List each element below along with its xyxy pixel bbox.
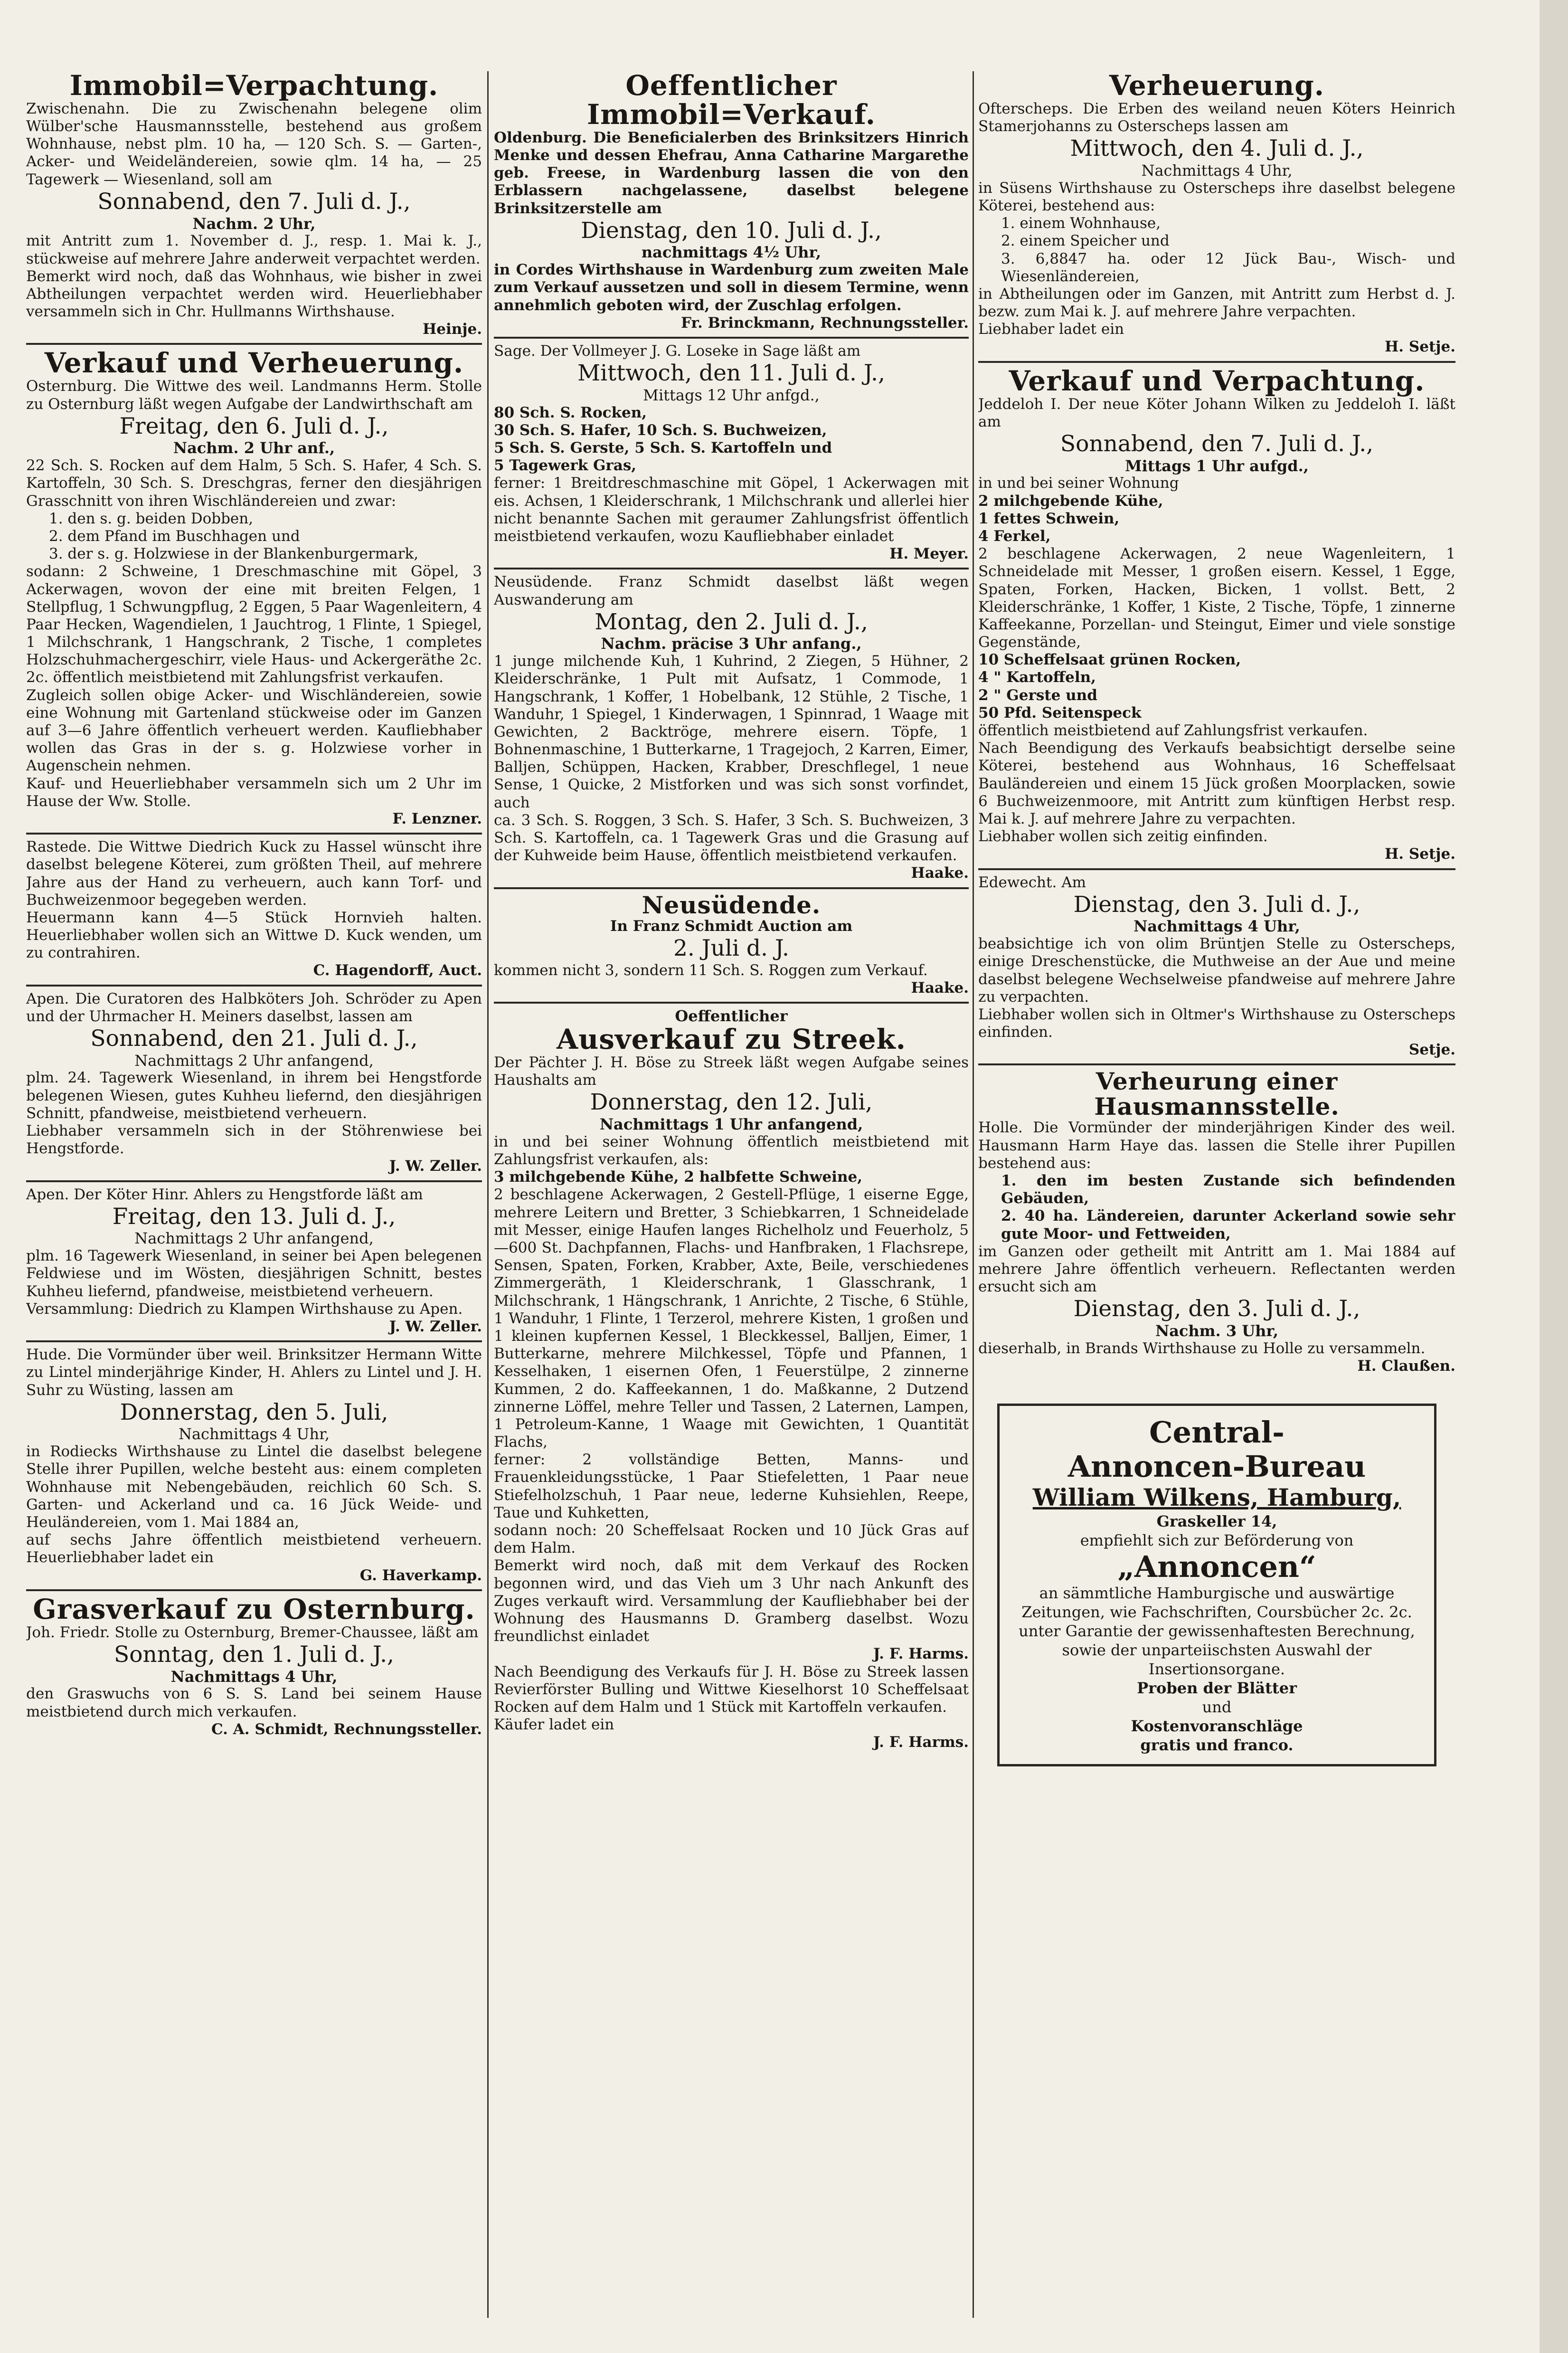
ad-sage [494, 337, 969, 563]
ad-title: Immobil=Verpachtung. [69, 71, 439, 102]
ad-body: kommen nicht 3, sondern 11 Sch. S. Roggen zum Verkauf. [494, 961, 928, 979]
ad-intro: Neusüdende. Franz Schmidt daselbst läßt wegen Auswanderung am [494, 573, 969, 608]
ad-signature: J. F. Harms. [873, 1645, 969, 1663]
ad-body: plm. 16 Tagewerk Wiesenland, in seiner bei Apen belegenen Feldwiese und im Wösten, diesjährigen Schnitt, bestes Kuhheu liefernd, pfandweise, meistbietend verheuern. [26, 1247, 482, 1300]
ad-body: 22 Sch. S. Rocken auf dem Halm, 5 Sch. S. Hafer, 4 Sch. S. Kartoffeln, 30 Sch. S. Dreschgras, ferner den diesjährigen Grasschnitt von ihren Wischländereien und zwar: [26, 457, 482, 510]
list-item: 2. dem Pfand im Buschhagen und [49, 527, 300, 545]
ad-body: in und bei seiner Wohnung öffentlich meistbietend mit Zahlungsfrist verkaufen, als: [494, 1133, 969, 1168]
ad-intro: Jeddeloh I. Der neue Köter Johann Wilken zu Jeddeloh I. läßt am [978, 395, 1455, 430]
box-text: an sämmtliche Hamburgische und auswärtige Zeitungen, wie Fachschriften, Coursbücher 2c. 2c. unter Garantie der gewissenhaftesten Berechnung, sowie der unparteiischsten Auswahl der Insertionsorgane. [1019, 1584, 1415, 1679]
ad-verheuerung [978, 71, 1455, 356]
ad-time: Mittags 12 Uhr anfgd., [643, 386, 820, 404]
ad-signature: H. Setje. [1384, 845, 1455, 863]
column-rule [487, 71, 489, 2318]
ad-signature: H. Claußen. [1357, 1357, 1455, 1375]
ad-time: Mittags 1 Uhr aufgd., [1125, 456, 1309, 475]
ad-body: öffentlich meistbietend auf Zahlungsfrist verkaufen. [978, 722, 1368, 739]
ad-date: Montag, den 2. Juli d. J., [595, 608, 868, 635]
ad-signature: C. Hagendorff, Auct. [313, 962, 482, 979]
ad-body: Heuermann kann 4—5 Stück Hornvieh halten. Heuerliebhaber wollen sich an Wittwe D. Kuck wenden, um zu contrahiren. [26, 909, 482, 962]
ad-intro: Apen. Die Curatoren des Halbköters Joh. Schröder zu Apen und der Uhrmacher H. Meiners daselbst, lassen am [26, 990, 482, 1025]
ad-body: sodann: 2 Schweine, 1 Dreschmaschine mit Göpel, 3 Ackerwagen, wovon der eine mit breiten Felgen, 1 Stellpflug, 1 Schwungpflug, 2 Eggen, 5 Paar Wagenleitern, 4 Paar Hecken, Wagendielen, 1 Jauchtrog, 1 Flinte, 1 Spiegel, 1 Milchschrank, 1 Hangschrank, 2 Tische, 1 completes Holzschuhmachergeschirr, viele Haus- und Ackergeräthe 2c. 2c. öffentlich meistbietend mit Zahlungsfrist verkaufen. [26, 563, 482, 686]
box-title: Annoncen-Bureau [1067, 1449, 1366, 1484]
ad-body: mit Antritt zum 1. November d. J., resp. 1. Mai k. J., stückweise auf mehrere Jahre anderweit verpachtet werden. [26, 232, 482, 267]
ad-body: 2 beschlagene Ackerwagen, 2 Gestell-Pflüge, 1 eiserne Egge, mehrere Leitern und Bretter, 3 Schiebkarren, 1 Schneidelade mit Messer, einige Haufen langes Richelholz und Feuerholz, 5—600 St. Dachpfannen, Flachs- und Hanfbraken, 1 Flachsrepe, Sensen, Spaten, Forken, Krabber, Axte, Beile, verschiedenes Zimmergeräth, 1 Kleiderschrank, 1 Glasschrank, 1 Milchschrank, 1 Hängschrank, 1 Anrichte, 2 Tische, 6 Stühle, 1 Wanduhr, 1 Flinte, 1 Terzerol, mehrere Kisten, 1 großen und 1 kleinen kupfernen Kessel, 1 Bleckkessel, Balljen, Eimer, 1 Butterkarne, mehrere Milchkessel, Töpfe und Pfannen, 1 Kesselhaken, 1 eisernen Ofen, 1 Feuerstülpe, 2 zinnerne Kummen, 2 do. Kaffeekannen, 1 do. Maßkanne, 2 Dutzend zinnerne Löffel, mehre Teller und Tassen, 2 Laternen, Lampen, 1 Petroleum-Kanne, 1 Waage mit Gewichten, 1 Quantität Flachs, [494, 1186, 969, 1451]
lot-line: 10 Scheffelsaat grünen Rocken, [978, 651, 1241, 669]
ad-date: Dienstag, den 3. Juli d. J., [1073, 891, 1360, 918]
ad-signature: F. Lenzner. [392, 810, 482, 827]
ad-title: Verkauf und Verpachtung. [1009, 364, 1425, 397]
lot-line: 80 Sch. S. Rocken, [494, 404, 647, 421]
ad-note: Versammlung: Diedrich zu Klampen Wirthshause zu Apen. [26, 1300, 463, 1318]
list-item: 1. einem Wohnhause, [1001, 215, 1161, 232]
ad-hausmannsstelle [978, 1063, 1455, 1375]
ad-note: Liebhaber ladet ein [978, 321, 1124, 338]
ad-intro: Apen. Der Köter Hinr. Ahlers zu Hengstforde läßt am [26, 1186, 423, 1203]
ad-intro: Der Pächter J. H. Böse zu Streek läßt wegen Aufgabe seines Haushalts am [494, 1054, 969, 1089]
lot-line: 30 Sch. S. Hafer, 10 Sch. S. Buchweizen, [494, 421, 827, 439]
ad-signature: Fr. Brinckmann, Rechnungssteller. [681, 314, 969, 332]
lot-line: 5 Sch. S. Gerste, 5 Sch. S. Kartoffeln und [494, 439, 832, 456]
lot-line: 50 Pfd. Seitenspeck [978, 704, 1142, 721]
lot-line: 4 Ferkel, [978, 527, 1051, 545]
ad-date: Mittwoch, den 11. Juli d. J., [577, 360, 885, 387]
list-item: 1. den im besten Zustande sich befindenden Gebäuden, [1001, 1172, 1455, 1207]
ad-body: Zugleich sollen obige Acker- und Wischländereien, sowie eine Wohnung mit Gartenland stückweise oder im Ganzen auf 3—6 Jahre öffentlich verheuert werden. Kaufliebhaber wollen das Gras in der s. g. Holzwiese vorher in Augenschein nehmen. [26, 686, 482, 775]
ad-body: beabsichtige ich von olim Brüntjen Stelle zu Osterscheps, einige Dreschenstücke, die Muthweise an der Aue und meine daselbst belegene Wechselweise pfandweise auf mehrere Jahre zu verpachten. [978, 935, 1455, 1006]
ad-body: den Graswuchs von 6 S. S. Land bei seinem Hause meistbietend durch mich verkaufen. [26, 1685, 482, 1720]
ad-intro: Oldenburg. Die Beneficialerben des Brinksitzers Hinrich Menke und dessen Ehefrau, Anna Catharine Margarethe geb. Freese, in Wardenburg lassen die von den Erblassern nachgelassene, daselbst belegene Brinksitzerstelle am [494, 129, 969, 217]
ad-date: 2. Juli d. J. [673, 935, 789, 962]
ad-intro: Zwischenahn. Die zu Zwischenahn belegene olim Wülber'sche Hausmannsstelle, bestehend aus großem Wohnhause, nebst plm. 10 ha, — 120 Sch. S. — Garten-, Acker- und Weideländereien, sowie qlm. 14 ha, — 25 Tagewerk — Wiesenland, soll am [26, 100, 482, 188]
ad-time: Nachm. 3 Uhr, [1155, 1322, 1279, 1340]
ad-note: Nach Beendigung des Verkaufs für J. H. Böse zu Streek lassen Revierförster Bulling und Wittwe Kieselhorst 10 Scheffelsaat Rocken auf dem Halm und 1 Stück mit Kartoffeln verkaufen. [494, 1663, 969, 1716]
ad-date: Sonnabend, den 7. Juli d. J., [97, 188, 411, 215]
ad-time: Nachm. präcise 3 Uhr anfang., [601, 635, 862, 653]
ad-title: Neusüdende. [642, 891, 821, 919]
ad-apen-2 [26, 1180, 482, 1336]
ad-neusuedende-1 [494, 568, 969, 882]
ad-signature: H. Meyer. [889, 545, 969, 563]
ad-intro: Hude. Die Vormünder über weil. Brinksitzer Hermann Witte zu Lintel minderjährige Kinder, H. Ahlers zu Lintel und J. H. Suhr zu Wüsting, lassen am [26, 1346, 482, 1399]
ad-title: Verkauf und Verheuerung. [44, 347, 464, 380]
ad-intro: Joh. Friedr. Stolle zu Osternburg, Bremer-Chaussee, läßt am [26, 1623, 479, 1641]
ad-note: Bemerkt wird noch, daß mit dem Verkauf des Rocken begonnen wird, und das Vieh um 3 Uhr nach Ankunft des Zuges verkauft wird. Versammlung der Kaufliebhaber bei der Wohnung des Hausmanns D. Gramberg daselbst. Wozu freundlichst einladet [494, 1557, 969, 1645]
ad-signature: Haake. [911, 864, 969, 882]
column-middle [494, 71, 969, 2318]
ad-title: Ausverkauf zu Streek. [557, 1023, 906, 1056]
lot-line: 2 milchgebende Kühe, [978, 492, 1163, 510]
list-item: 1. den s. g. beiden Dobben, [49, 510, 254, 527]
ad-verkauf-verpachtung [978, 361, 1455, 863]
ad-intro: Ofterscheps. Die Erben des weiland neuen Köters Heinrich Stamerjohanns zu Osterscheps lassen am [978, 100, 1455, 135]
ad-note: Liebhaber wollen sich in Oltmer's Wirthshause zu Osterscheps einfinden. [978, 1006, 1455, 1041]
ad-title: Verheuerung. [1109, 71, 1324, 102]
box-company-name: William Wilkens, Hamburg, [1032, 1483, 1401, 1511]
ad-signature: Heinje. [422, 321, 482, 338]
ad-title: Verheurung einer Hausmannsstelle. [1094, 1067, 1340, 1120]
box-address: Graskeller 14, [1156, 1512, 1277, 1530]
box-line: und [1202, 1698, 1232, 1717]
ad-body: 2 beschlagene Ackerwagen, 2 neue Wagenleitern, 1 Schneidelade mit Messer, 1 großen eisern. Kessel, 1 Egge, Spaten, Forken, Hacken, Bicken, 1 vollst. Bett, 2 Kleiderschränke, 1 Koffer, 1 Kiste, 2 Tische, Töpfe, 1 zinnerne Kaffeekanne, Porzellan- und Steingut, Eimer und viele sonstige Gegenstände, [978, 545, 1455, 651]
ad-date: Freitag, den 6. Juli d. J., [119, 413, 389, 439]
box-line: gratis und franco. [1140, 1736, 1294, 1755]
ad-neusuedende-2 [494, 887, 969, 997]
ad-date: Dienstag, den 10. Juli d. J., [581, 217, 882, 244]
ad-note: Käufer ladet ein [494, 1716, 614, 1734]
ad-signature: Haake. [911, 979, 969, 997]
list-item: 2. einem Speicher und [1001, 232, 1170, 250]
ad-note: Liebhaber wollen sich zeitig einfinden. [978, 828, 1268, 845]
ad-date: Donnerstag, den 12. Juli, [590, 1089, 873, 1116]
ad-time: Nachm. 2 Uhr, [192, 214, 316, 233]
ad-body: ferner: 2 vollständige Betten, Manns- und Frauenkleidungsstücke, 1 Paar Stiefeletten, 1 Paar neue Stiefelholzschuh, 1 Paar neue, lederne Kuhsiehlen, Reepe, Taue und Kuhketten, [494, 1451, 969, 1521]
ad-pretitle: Oeffentlicher [675, 1007, 788, 1025]
ad-side: In Franz Schmidt Auction am [610, 918, 853, 935]
ad-intro: Edewecht. Am [978, 873, 1086, 891]
ad-signature: J. W. Zeller. [389, 1318, 482, 1336]
ad-intro: Rastede. Die Wittwe Diedrich Kuck zu Hassel wünscht ihre daselbst belegene Köterei, zum größten Theil, auf mehrere Jahre aus der Hand zu verheuern, auch kann Torf- und Buchweizenmoor begegeben werden. [26, 838, 482, 909]
ad-date: Dienstag, den 3. Juli d. J., [1073, 1296, 1360, 1322]
ad-body: Kauf- und Heuerliebhaber versammeln sich um 2 Uhr im Hause der Ww. Stolle. [26, 775, 482, 810]
lot-line: 3 milchgebende Kühe, 2 halbfette Schweine, [494, 1168, 862, 1186]
ad-time: Nachmittags 1 Uhr anfangend, [599, 1115, 863, 1134]
ad-edewecht [978, 868, 1455, 1059]
ad-body: ca. 3 Sch. S. Roggen, 3 Sch. S. Hafer, 3 Sch. S. Buchweizen, 3 Sch. S. Kartoffeln, ca. 1 Tagewerk Gras und die Grasung auf der Kuhweide beim Hause, öffentlich meistbietend verkaufen. [494, 811, 969, 864]
ad-signature: J. F. Harms. [873, 1734, 969, 1751]
ad-immobil-verkauf [494, 71, 969, 332]
list-item: 3. 6,8847 ha. oder 12 Jück Bau-, Wisch- und Wiesenländereien, [1001, 250, 1455, 285]
ad-immobil-verpachtung [26, 71, 482, 338]
ad-intro: Osternburg. Die Wittwe des weil. Landmanns Herm. Stolle zu Osternburg läßt wegen Aufgabe der Landwirthschaft am [26, 378, 482, 413]
ad-hude [26, 1340, 482, 1584]
ad-time: nachmittags 4½ Uhr, [641, 243, 822, 262]
ad-time: Nachm. 2 Uhr anf., [173, 439, 335, 457]
ad-body: in Abtheilungen oder im Ganzen, mit Antritt zum Herbst d. J. bezw. zum Mai k. J. auf mehrere Jahre verpachten. [978, 285, 1455, 321]
ad-date: Donnerstag, den 5. Juli, [120, 1399, 388, 1425]
column-left [26, 71, 482, 2318]
ad-apen-1 [26, 985, 482, 1176]
ad-time: Nachmittags 4 Uhr, [178, 1425, 330, 1443]
ad-intro: Holle. Die Vormünder der minderjährigen Kinder des weil. Hausmann Harm Haye das. lassen die Stelle ihrer Pupillen bestehend aus: [978, 1119, 1455, 1172]
ad-body: plm. 24. Tagewerk Wiesenland, in ihrem bei Hengstforde belegenen Wiesen, gutes Kuhheu liefernd, den diesjährigen Schnitt, pfandweise, meistbietend verheuern. [26, 1069, 482, 1122]
box-line: Proben der Blätter [1137, 1679, 1297, 1698]
ad-signature: H. Setje. [1384, 338, 1455, 356]
ad-title: Grasverkauf zu Osternburg. [33, 1593, 475, 1625]
ad-rastede [26, 833, 482, 980]
ad-body: in Süsens Wirthshause zu Osterscheps ihre daselbst belegene Köterei, bestehend aus: [978, 179, 1455, 214]
ad-time: Nachmittags 2 Uhr anfangend, [134, 1229, 374, 1248]
box-line: Kostenvoranschläge [1131, 1717, 1303, 1736]
ad-body: in und bei seiner Wohnung [978, 474, 1179, 492]
list-item: 2. 40 ha. Ländereien, darunter Ackerland sowie sehr gute Moor- und Fettweiden, [1001, 1207, 1455, 1243]
annoncen-bureau-ad [997, 1404, 1436, 1766]
ad-time: Nachmittags 4 Uhr, [1133, 917, 1300, 936]
ad-note: auf sechs Jahre öffentlich meistbietend verheuern. Heuerliebhaber ladet ein [26, 1531, 482, 1566]
ad-note: Bemerkt wird noch, daß das Wohnhaus, wie bisher in zwei Abtheilungen verpachtet werden wird. Heuerliebhaber versammeln sich in Chr. Hullmanns Wirthshause. [26, 267, 482, 321]
lot-line: 2 " Gerste und [978, 686, 1097, 704]
box-headline: „Annoncen“ [1117, 1549, 1316, 1584]
ad-date: Sonnabend, den 7. Juli d. J., [1060, 430, 1374, 457]
ad-body: sodann noch: 20 Scheffelsaat Rocken und 10 Jück Gras auf dem Halm. [494, 1522, 969, 1557]
column-right [978, 71, 1455, 2318]
ad-intro: Sage. Der Vollmeyer J. G. Loseke in Sage läßt am [494, 342, 861, 360]
ad-time: Nachmittags 4 Uhr, [1141, 161, 1293, 180]
ad-verkauf-verheuerung [26, 343, 482, 828]
ad-time: Nachmittags 2 Uhr anfangend, [134, 1051, 374, 1070]
ad-signature: C. A. Schmidt, Rechnungssteller. [211, 1720, 482, 1738]
ad-signature: G. Haverkamp. [359, 1566, 482, 1584]
ad-date: Freitag, den 13. Juli d. J., [112, 1203, 396, 1230]
ad-date: Sonnabend, den 21. Juli d. J., [90, 1025, 418, 1052]
ad-body: dieserhalb, in Brands Wirthshause zu Holle zu versammeln. [978, 1339, 1426, 1357]
ad-signature: Setje. [1408, 1041, 1455, 1059]
ad-body: in Rodiecks Wirthshause zu Lintel die daselbst belegene Stelle ihrer Pupillen, welche besteht aus: einem completen Wohnhause mit Nebengebäuden, reichlich 60 Sch. S. Garten- und Ackerland und ca. 16 Jück Weide- und Heuländereien, vom 1. Mai 1884 an, [26, 1443, 482, 1531]
lot-line: 4 " Kartoffeln, [978, 669, 1096, 686]
ad-body: im Ganzen oder getheilt mit Antritt am 1. Mai 1884 auf mehrere Jahre öffentlich verheuern. Reflectanten werden ersucht sich am [978, 1243, 1455, 1296]
box-title: Central- [1149, 1415, 1285, 1450]
ad-date: Sonntag, den 1. Juli d. J., [114, 1641, 394, 1668]
box-line: empfiehlt sich zur Beförderung von [1080, 1531, 1354, 1549]
column-rule [973, 71, 974, 2318]
page-edge [1540, 0, 1568, 2353]
ad-body: 1 junge milchende Kuh, 1 Kuhrind, 2 Ziegen, 5 Hühner, 2 Kleiderschränke, 1 Pult mit Aufsatz, 1 Commode, 1 Hangschrank, 1 Koffer, 1 Hobelbank, 12 Stühle, 2 Tische, 1 Wanduhr, 1 Spiegel, 1 Kinderwagen, 1 Spinnrad, 1 Waage mit Gewichten, 2 Backtröge, mehrere eisern. Töpfe, 1 Bohnenmaschine, 1 Butterkarne, 1 Tragejoch, 2 Karren, Eimer, Balljen, Schüppen, Hacken, Krabber, Dreschflegel, 1 neue Sense, 1 Quicke, 2 Mistforken und was sich sonst vorfindet, auch [494, 653, 969, 811]
lot-line: 1 fettes Schwein, [978, 510, 1120, 527]
ad-title: Oeffentlicher Immobil=Verkauf. [587, 71, 876, 131]
ad-ausverkauf-streek [494, 1002, 969, 1751]
lot-line: 5 Tagewerk Gras, [494, 457, 637, 474]
ad-body: in Cordes Wirthshause in Wardenburg zum zweiten Male zum Verkauf aussetzen und soll in diesem Termine, wenn annehmlich geboten wird, der Zuschlag erfolgen. [494, 261, 969, 314]
ad-signature: J. W. Zeller. [389, 1158, 482, 1175]
ad-time: Nachmittags 4 Uhr, [170, 1667, 338, 1686]
ad-date: Mittwoch, den 4. Juli d. J., [1070, 135, 1364, 162]
ad-body: Nach Beendigung des Verkaufs beabsichtigt derselbe seine Köterei, bestehend aus Wohnhaus, 16 Scheffelsaat Bauländereien und einem 15 Jück großen Moorplacken, sowie 6 Buchweizenmoore, mit Antritt zum künftigen Herbst resp. Mai k. J. auf mehrere Jahre zu verpachten. [978, 740, 1455, 827]
ad-note: Liebhaber versammeln sich in der Stöhrenwiese bei Hengstforde. [26, 1122, 482, 1158]
ad-grasverkauf [26, 1589, 482, 1738]
list-item: 3. der s. g. Holzwiese in der Blankenburgermark, [49, 545, 419, 563]
ad-body: ferner: 1 Breitdreschmaschine mit Göpel, 1 Ackerwagen mit eis. Achsen, 1 Kleiderschrank, 1 Milchschrank und allerlei hier nicht benannte Sachen mit geraumer Zahlungsfrist öffentlich meistbietend verkaufen, wozu Kaufliebhaber einladet [494, 474, 969, 545]
